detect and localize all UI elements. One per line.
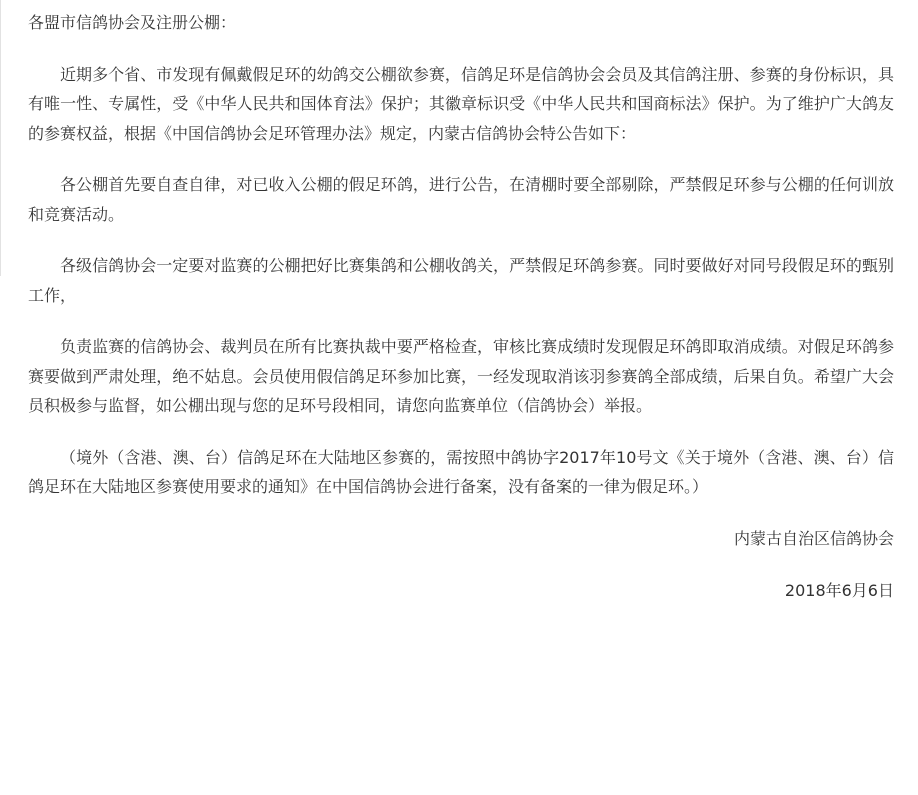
announcement-document — [28, 8, 894, 606]
left-edge-divider — [0, 0, 1, 276]
paragraph-overseas-rings: （境外（含港、澳、台）信鸽足环在大陆地区参赛的，需按照中鸽协字2017年10号文《关于境外（含港、澳、台）信鸽足环在大陆地区参赛使用要求的通知》在中国信鸽协会进行备案，没有备案的一律为假足环。） — [28, 447, 894, 496]
paragraph-association-duty: 各级信鸽协会一定要对监赛的公棚把好比赛集鸽和公棚收鸽关，严禁假足环鸽参赛。同时要做好对同号段假足环的甄别工作， — [28, 256, 894, 305]
date: 2018年6月6日 — [784, 581, 894, 600]
salutation: 各盟市信鸽协会及注册公棚： — [28, 13, 237, 32]
signature: 内蒙古自治区信鸽协会 — [733, 528, 894, 548]
paragraph-intro: 近期多个省、市发现有佩戴假足环的幼鸽交公棚欲参赛，信鸽足环是信鸽协会会员及其信鸽注册、参赛的身份标识，具有唯一性、专属性，受《中华人民共和国体育法》保护；其徽章标识受《中华人民共和国商标法》保护。为了维护广大鸽友的参赛权益，根据《中国信鸽协会足环管理办法》规定，内蒙古信鸽协会特公告如下： — [28, 64, 894, 143]
paragraph-referee-inspection: 负责监赛的信鸽协会、裁判员在所有比赛执裁中要严格检查，审核比赛成绩时发现假足环鸽即取消成绩。对假足环鸽参赛要做到严肃处理，绝不姑息。会员使用假信鸽足环参加比赛，一经发现取消该羽参赛鸽全部成绩，后果自负。希望广大会员积极参与监督，如公棚出现与您的足环号段相同，请您向监赛单位（信鸽协会）举报。 — [28, 337, 894, 415]
paragraph-self-inspection: 各公棚首先要自查自律，对已收入公棚的假足环鸽，进行公告，在清棚时要全部剔除，严禁假足环参与公棚的任何训放和竞赛活动。 — [28, 175, 894, 224]
